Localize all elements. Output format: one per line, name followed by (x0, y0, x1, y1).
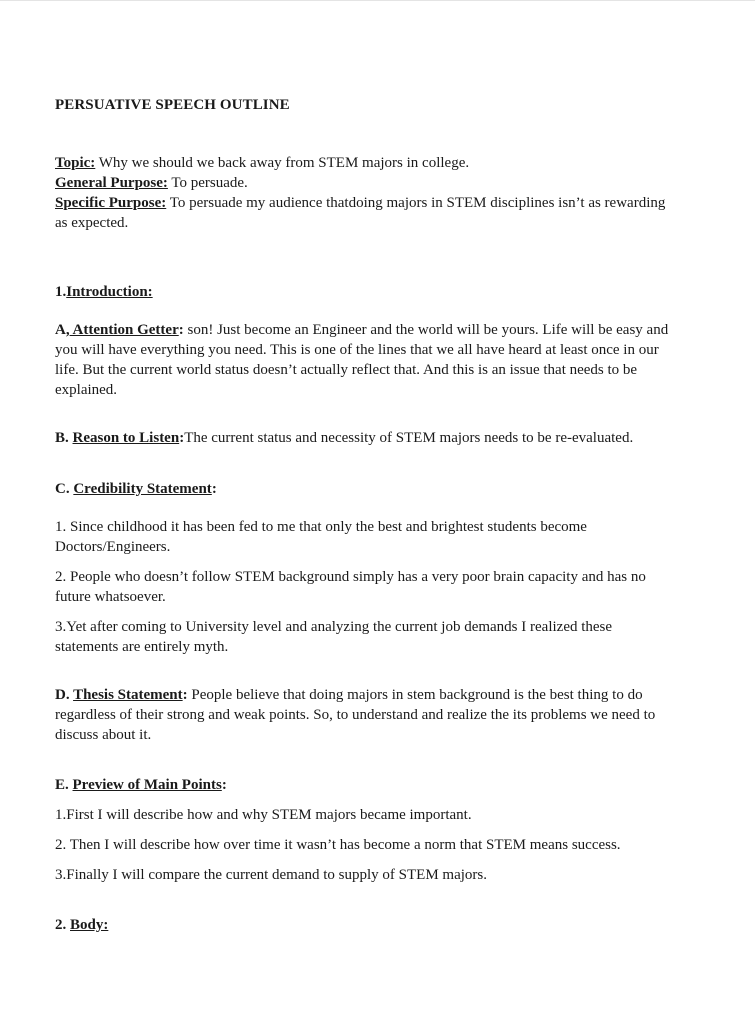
introduction-number: 1. (55, 284, 67, 300)
reason-label: Reason to Listen (72, 430, 180, 446)
credibility-heading (55, 479, 675, 499)
credibility-item-number: 1 (55, 519, 63, 535)
credibility-letter: C. (55, 481, 74, 497)
attention-comma: , (65, 322, 70, 338)
credibility-item-number: 2 (55, 569, 63, 585)
specific-purpose-label: Specific Purpose: (55, 195, 167, 211)
body-label: Body: (70, 917, 109, 933)
credibility-colon: : (211, 481, 217, 497)
specific-purpose-line (55, 193, 675, 233)
preview-item: 1.First I will describe how and why STEM majors became important. (55, 807, 472, 823)
credibility-label: Credibility Statement (73, 481, 212, 497)
top-border (0, 0, 755, 1)
preview-item: 2. Then I will describe how over time it wasn’t has become a norm that STEM means success. (55, 837, 621, 853)
credibility-item (55, 617, 675, 657)
reason-colon: : (179, 430, 185, 446)
credibility-item-number: 3 (55, 619, 63, 635)
attention-text: son! Just become an Engineer and the world will be yours. Life will be easy and you will have everything you need. This is one of the lines that we all have heard at least once in our life. But the current world status doesn’t actually reflect that. And this is an issue that needs to be explained. (55, 322, 669, 398)
general-purpose-line (55, 173, 675, 193)
specific-purpose-text: To persuade my audience thatdoing majors in STEM disciplines isn’t as rewarding as expected. (55, 195, 666, 231)
document-title: PERSUATIVE SPEECH OUTLINE (55, 97, 290, 113)
thesis-label: Thesis Statement (73, 687, 183, 703)
topic-line (55, 153, 675, 173)
preview-letter: E. (55, 777, 73, 793)
credibility-item (55, 567, 675, 607)
body-number: 2. (55, 917, 70, 933)
credibility-item-text: .Yet after coming to University level and analyzing the current job demands I realized these statements are entirely myth. (55, 619, 613, 655)
credibility-item-text: . People who doesn’t follow STEM background simply has a very poor brain capacity and has no future whatsoever. (55, 569, 646, 605)
thesis-statement (55, 685, 675, 745)
reason-letter: B. (55, 430, 73, 446)
thesis-letter: D. (55, 687, 74, 703)
preview-label: Preview of Main Points (72, 777, 222, 793)
attention-label: Attention Getter (69, 322, 179, 338)
body-heading (55, 915, 675, 935)
preview-heading (55, 775, 675, 795)
attention-getter (55, 320, 675, 400)
reason-text: The current status and necessity of STEM majors needs to be re-evaluated. (184, 430, 634, 446)
thesis-text: People believe that doing majors in stem background is the best thing to do regardless of their strong and weak points. So, to understand and realize the its problems we need to discuss about it. (55, 687, 656, 743)
general-purpose-text: To persuade. (167, 175, 248, 191)
thesis-colon: : (182, 687, 188, 703)
reason-to-listen (55, 428, 675, 448)
topic-text: Why we should we back away from STEM majors in college. (95, 155, 470, 171)
attention-letter: A (55, 322, 66, 338)
credibility-item (55, 517, 675, 557)
topic-label: Topic: (55, 155, 96, 171)
attention-colon: : (178, 322, 184, 338)
credibility-item-text: . Since childhood it has been fed to me that only the best and brightest students become Doctors/Engineers. (55, 519, 587, 555)
preview-item: 3.Finally I will compare the current demand to supply of STEM majors. (55, 867, 487, 883)
introduction-heading (55, 282, 675, 302)
introduction-label: Introduction: (66, 284, 153, 300)
speech-header (55, 153, 675, 233)
general-purpose-label: General Purpose: (55, 175, 168, 191)
preview-colon: : (221, 777, 227, 793)
